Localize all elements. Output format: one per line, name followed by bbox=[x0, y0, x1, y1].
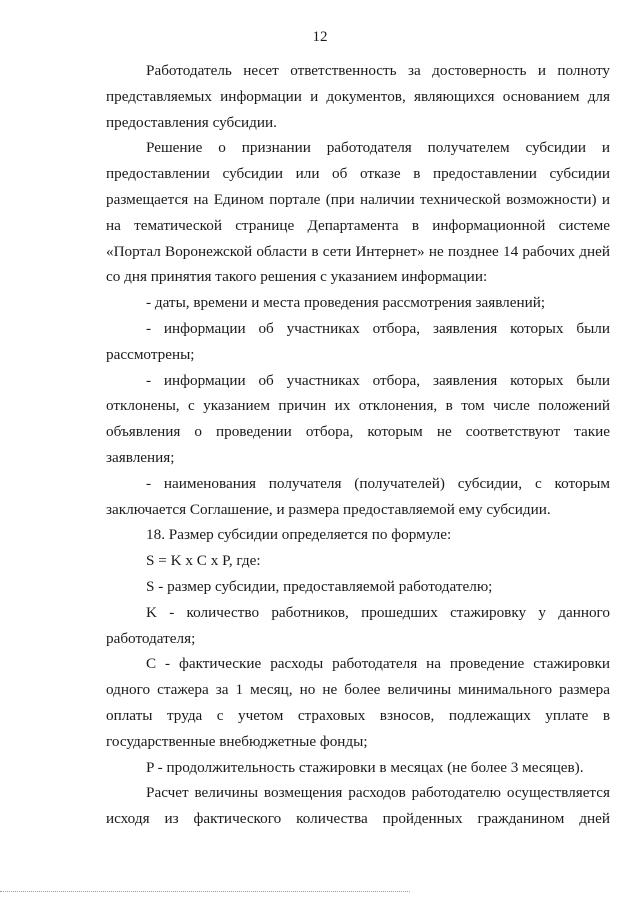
formula-term-c: C - фактические расходы работодателя на проведение стажировки одного стажера за 1 месяц, но не более величины минимального размера оплаты труда с учетом страховых взносов, подлежащих уплате в государственные внебюджетные фонды; bbox=[106, 655, 610, 750]
list-item-rejected-participants: - информации об участниках отбора, заявления которых были отклонены, с указанием причин их отклонения, в том числе положений объявления о проведении отбора, которым не соответствуют такие заявления; bbox=[106, 371, 610, 466]
page-number: 12 bbox=[312, 29, 328, 45]
formula-term-k: K - количество работников, прошедших стажировку у данного работодателя; bbox=[106, 603, 610, 647]
formula-term-p: P - продолжительность стажировки в месяцах (не более 3 месяцев). bbox=[146, 758, 584, 776]
formula: S = K x C x P, где: bbox=[146, 552, 261, 570]
paragraph-employer-responsibility: Работодатель несет ответственность за достоверность и полноту представляемых информации и документов, являющихся основанием для предоставления субсидии. bbox=[106, 62, 610, 131]
paragraph-subsidy-size-heading: 18. Размер субсидии определяется по формуле: bbox=[146, 526, 452, 544]
formula-term-s: S - размер субсидии, предоставляемой работодателю; bbox=[146, 577, 493, 595]
paragraph-decision-publication: Решение о признании работодателя получателем субсидии и предоставлении субсидии или об отказе в предоставлении субсидии размещается на Едином портале (при наличии технической возможности) и на тематической странице Департамента в информационной системе «Портал Воронежской области в сети Интернет» не позднее 14 рабочих дней со дня принятия такого решения с указанием информации: bbox=[106, 139, 610, 286]
footer-divider bbox=[0, 891, 410, 892]
list-item-recipient-names: - наименования получателя (получателей) субсидии, с которым заключается Соглашение, и размера предоставляемой ему субсидии. bbox=[106, 474, 610, 518]
document-body bbox=[106, 58, 610, 832]
list-item-reviewed-participants: - информации об участниках отбора, заявления которых были рассмотрены; bbox=[106, 319, 610, 363]
paragraph-reimbursement-calculation: Расчет величины возмещения расходов работодателю осуществляется исходя из фактического количества пройденных гражданином дней bbox=[106, 784, 610, 828]
list-item-dates: - даты, времени и места проведения рассмотрения заявлений; bbox=[146, 294, 546, 312]
